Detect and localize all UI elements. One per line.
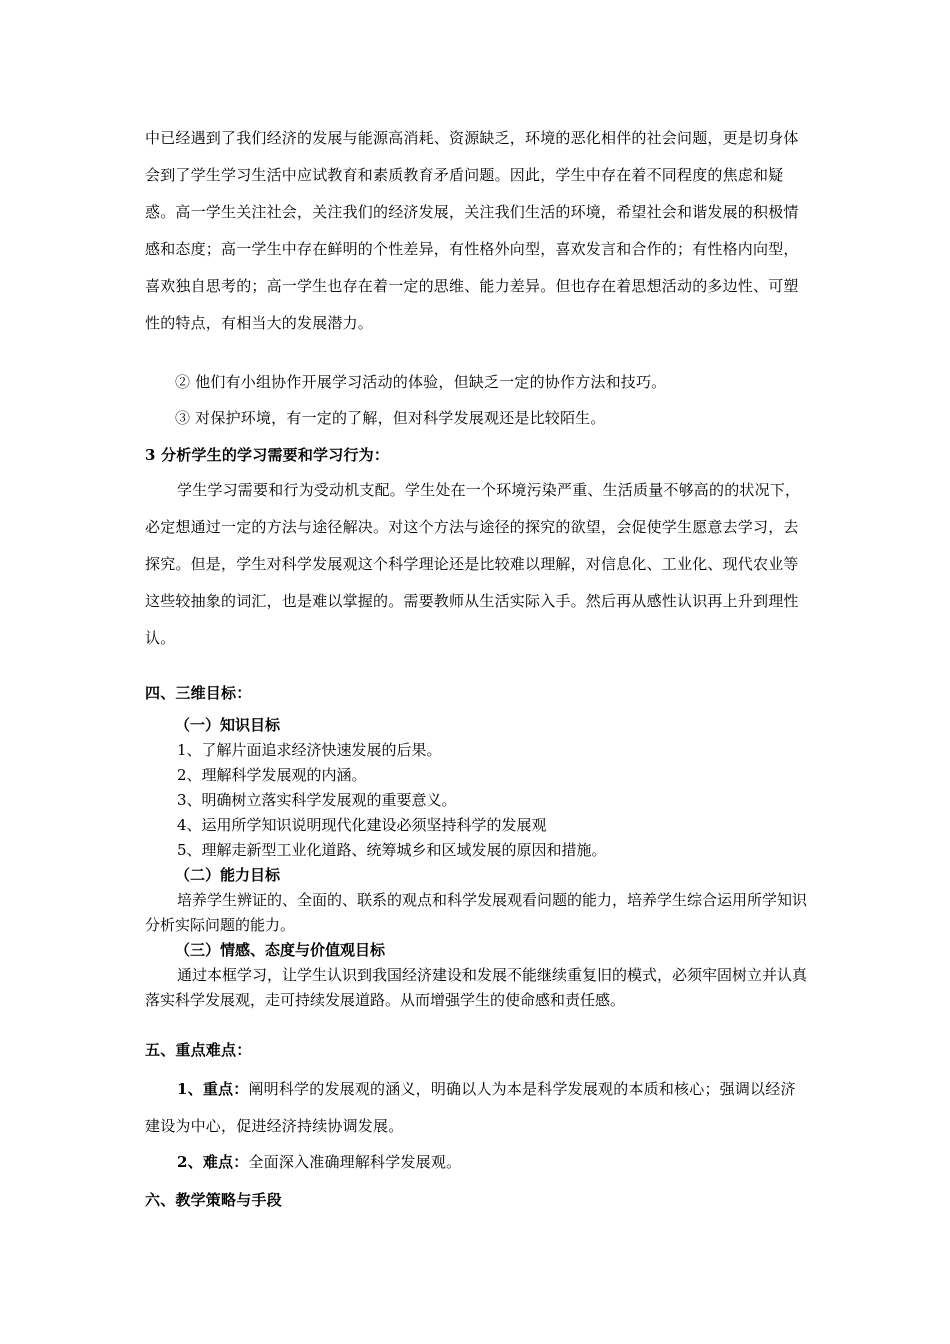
key-point xyxy=(145,1071,807,1145)
difficult-point xyxy=(145,1144,807,1181)
point-2: ② 他们有小组协作开展学习活动的体验，但缺乏一定的协作方法和技巧。 xyxy=(175,373,667,391)
knowledge-item: 1、了解片面追求经济快速发展的后果。 xyxy=(177,741,442,759)
needs-paragraph: 学生学习需要和行为受动机支配。学生处在一个环境污染严重、生活质量不够高的的状况下，必定想通过一定的方法与途径解决。对这个方法与途径的探究的欲望，会促使学生愿意去学习，去探究。但是，学生对科学发展观这个科学理论还是比较难以理解，对信息化、工业化、现代农业等这些较抽象的词汇，也是难以掌握的。需要教师从生活实际入手。然后再从感性认识再上升到理性认。 xyxy=(145,481,801,647)
difficult-label: 2、难点： xyxy=(177,1153,249,1171)
section-5-title: 五、重点难点： xyxy=(145,1041,252,1059)
section-4-body xyxy=(145,713,807,1013)
ability-text: 培养学生辨证的、全面的、联系的观点和科学发展观看问题的能力，培养学生综合运用所学知识分析实际问题的能力。 xyxy=(145,891,808,934)
ability-title: （二）能力目标 xyxy=(175,866,281,884)
intro-paragraph: 中已经遇到了我们经济的发展与能源高消耗、资源缺乏，环境的恶化相伴的社会问题，更是切身体会到了学生学习生活中应试教育和素质教育矛盾问题。因此，学生中存在着不同程度的焦虑和疑惑。高一学生关注社会，关注我们的经济发展，关注我们生活的环境，希望社会和谐发展的积极情感和态度；高一学生中存在鲜明的个性差异，有性格外向型，喜欢发言和合作的；有性格内向型，喜欢独自思考的；高一学生也存在着一定的思维、能力差异。但也存在着思想活动的多边性、可塑性的特点，有相当大的发展潜力。 xyxy=(145,129,799,332)
key-text: 阐明科学的发展观的涵义，明确以人为本是科学发展观的本质和核心；强调以经济建设为中心，促进经济持续协调发展。 xyxy=(145,1080,796,1135)
heading-3: 3 分析学生的学习需要和学习行为： xyxy=(145,446,390,464)
difficult-text: 全面深入准确理解科学发展观。 xyxy=(248,1153,462,1171)
emotion-text: 通过本框学习，让学生认识到我国经济建设和发展不能继续重复旧的模式，必须牢固树立并认真落实科学发展观，走可持续发展道路。从而增强学生的使命感和责任感。 xyxy=(145,966,808,1009)
section-4-title: 四、三维目标： xyxy=(145,684,252,702)
knowledge-item: 5、理解走新型工业化道路、统筹城乡和区域发展的原因和措施。 xyxy=(177,841,607,859)
knowledge-item: 2、理解科学发展观的内涵。 xyxy=(177,766,367,784)
knowledge-title: （一）知识目标 xyxy=(175,716,281,734)
point-3: ③ 对保护环境，有一定的了解，但对科学发展观还是比较陌生。 xyxy=(175,409,606,427)
knowledge-item: 4、运用所学知识说明现代化建设必须坚持科学的发展观 xyxy=(177,816,547,834)
section-6-title: 六、教学策略与手段 xyxy=(145,1191,282,1209)
key-label: 1、重点： xyxy=(177,1080,249,1098)
knowledge-item: 3、明确树立落实科学发展观的重要意义。 xyxy=(177,791,457,809)
emotion-title: （三）情感、态度与价值观目标 xyxy=(175,941,386,959)
